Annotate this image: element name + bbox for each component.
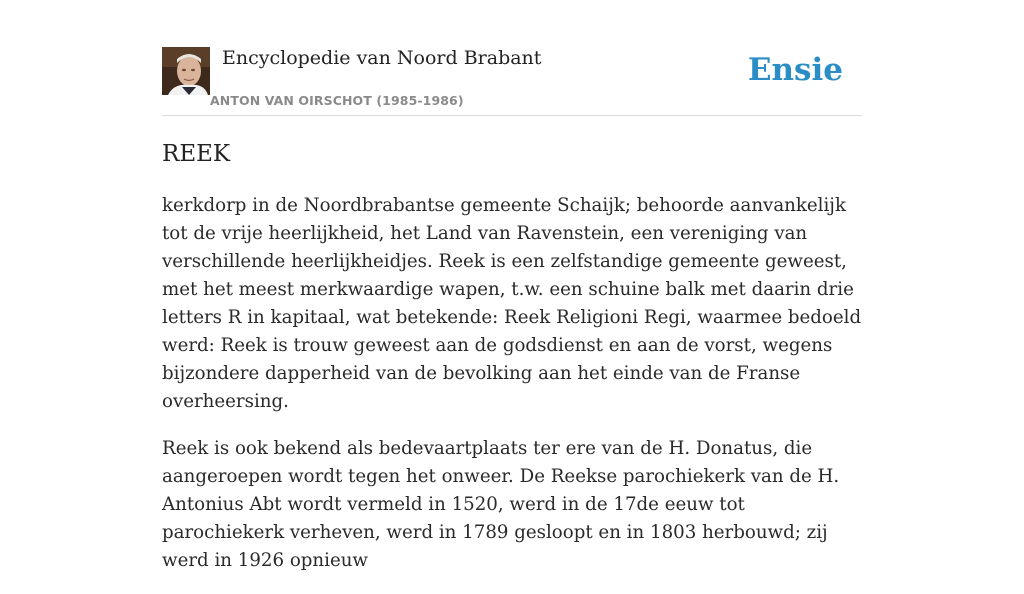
ensie-logo[interactable]: Ensie bbox=[747, 52, 843, 88]
author-source[interactable]: ANTON VAN OIRSCHOT (1985-1986) bbox=[210, 93, 464, 108]
article-paragraph: Reek is ook bekend als bedevaartplaats ter ere van de H. Donatus, die aangeroepen wordt tegen het onweer. De Reekse parochiekerk van de H. Antonius Abt wordt vermeld in 1520, werd in de 17de eeuw tot parochiekerk verheven, werd in 1789 gesloopt en in 1803 herbouwd; zij werd in 1926 opnieuw bbox=[162, 438, 840, 571]
article-paragraph: kerkdorp in de Noordbrabantse gemeente Schaijk; behoorde aanvankelijk tot de vrije heerlijkheid, het Land van Ravenstein, een vereniging van verschillende heerlijkheidjes. Reek is een zelfstandige gemeente geweest, met het meest merkwaardige wapen, t.w. een schuine balk met daarin drie letters R in kapitaal, wat betekende: Reek Religioni Regi, waarmee bedoeld werd: Reek is trouw geweest aan de godsdienst en aan de vorst, wegens bijzondere dapperheid van de bevolking aan het einde van de Franse overheersing. bbox=[162, 195, 862, 412]
article-body bbox=[162, 192, 872, 594]
publication-title[interactable]: Encyclopedie van Noord Brabant bbox=[222, 47, 542, 69]
header-divider bbox=[162, 115, 862, 116]
entry-title: REEK bbox=[162, 141, 231, 167]
author-avatar[interactable] bbox=[162, 47, 210, 95]
author-photo bbox=[162, 47, 210, 95]
